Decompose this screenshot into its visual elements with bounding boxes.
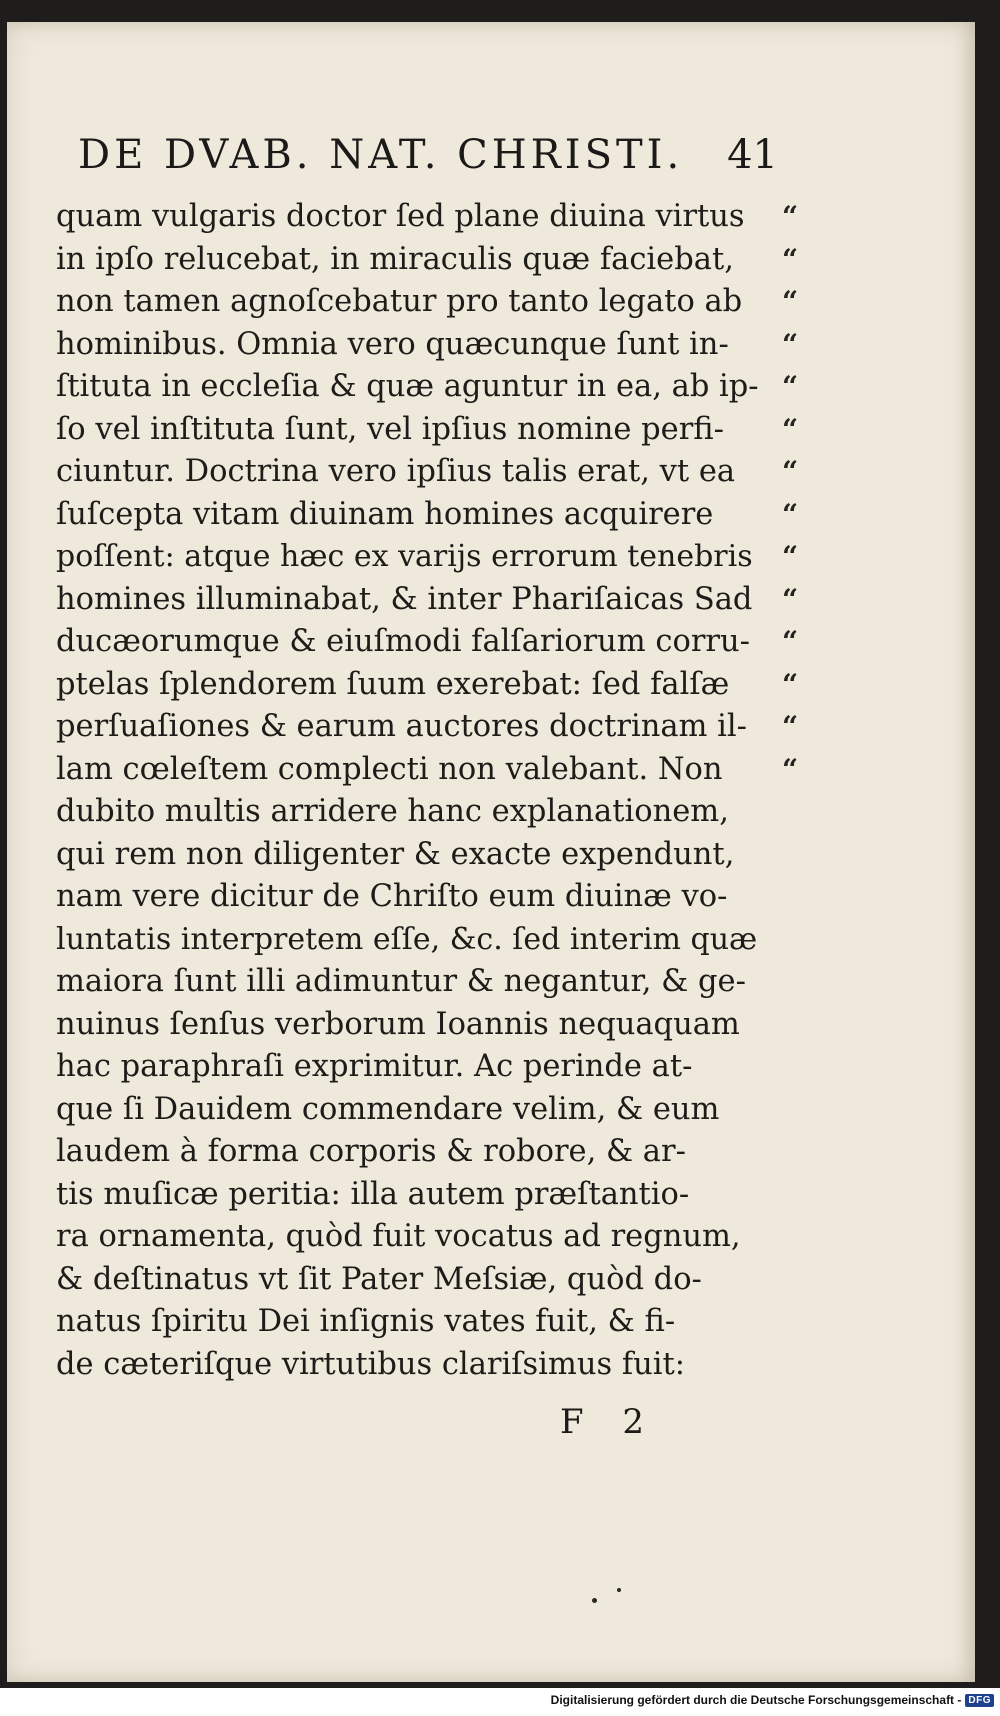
- margin-quote-mark: “: [781, 200, 799, 233]
- text-line: laudem à forma corporis & robore, & ar-: [56, 1134, 686, 1169]
- margin-quote-marks: [772, 196, 808, 791]
- text-line: homines illuminabat, & inter Phariſaicas Sad: [56, 581, 753, 617]
- text-line: nuinus ſenſus verborum Ioannis nequaquam: [56, 1006, 740, 1042]
- text-line: poſſent: atque hæc ex varijs errorum tenebris: [56, 539, 753, 574]
- main-text-block: [56, 196, 762, 1386]
- text-line: ptelas ſplendorem ſuum exerebat: ſed falſæ: [56, 666, 730, 702]
- text-line: qui rem non diligenter & exacte expendunt,: [56, 836, 735, 872]
- text-line: tis muſicæ peritia: illa autem præſtantio-: [56, 1176, 690, 1212]
- margin-quote-mark: “: [781, 242, 799, 276]
- text-line: ſuſcepta vitam diuinam homines acquirere: [56, 496, 714, 532]
- text-line: que ſi Dauidem commendare velim, & eum: [56, 1091, 720, 1127]
- credit-text: Digitalisierung gefördert durch die Deutsche Forschungsgemeinschaft -: [550, 1693, 962, 1707]
- text-line: ra ornamenta, quòd fuit vocatus ad regnum,: [56, 1219, 741, 1254]
- margin-quote-mark: “: [781, 667, 799, 701]
- margin-quote-mark: “: [781, 710, 799, 743]
- signature-mark: F 2: [560, 1402, 659, 1442]
- text-line: perſuaſiones & earum auctores doctrinam il-: [56, 709, 747, 744]
- margin-quote-mark: “: [781, 285, 799, 318]
- text-line: ciuntur. Doctrina vero ipſius talis erat, vt ea: [56, 454, 736, 489]
- text-line: de cæteriſque virtutibus clariſsimus fuit:: [56, 1346, 686, 1382]
- text-line: hominibus. Omnia vero quæcunque ſunt in-: [56, 326, 729, 362]
- margin-quote-mark: “: [781, 752, 799, 786]
- margin-quote-mark: “: [781, 625, 799, 658]
- margin-quote-mark: “: [781, 370, 799, 403]
- text-line: lam cœleſtem complecti non valebant. Non: [56, 751, 723, 787]
- digitization-credit: [551, 1693, 994, 1707]
- text-line: ſo vel inſtituta ſunt, vel ipſius nomine perfi-: [56, 411, 724, 447]
- running-head: [78, 132, 778, 178]
- text-line: nam vere dicitur de Chriſto eum diuinæ vo-: [56, 879, 728, 914]
- text-line: in ipſo relucebat, in miraculis quæ faciebat,: [56, 241, 734, 277]
- ink-speck: [617, 1588, 621, 1592]
- text-line: natus ſpiritu Dei inſignis vates fuit, & fi-: [56, 1304, 676, 1339]
- text-line: luntatis interpretem eſſe, &c. ſed interim quæ: [56, 921, 758, 957]
- text-line: non tamen agnoſcebatur pro tanto legato ab: [56, 284, 743, 319]
- margin-quote-mark: “: [781, 412, 799, 446]
- margin-quote-mark: “: [781, 540, 799, 573]
- text-line: ducæorumque & eiuſmodi falſariorum corru-: [56, 624, 750, 659]
- ink-speck: [592, 1598, 597, 1603]
- text-line: dubito multis arridere hanc explanationem,: [56, 794, 729, 829]
- text-line: quam vulgaris doctor ſed plane diuina virtus: [56, 199, 745, 234]
- text-line: hac paraphraſi exprimitur. Ac perinde at-: [56, 1049, 693, 1084]
- text-line: ſtituta in eccleſia & quæ aguntur in ea, ab ip-: [56, 369, 759, 404]
- text-line: maiora ſunt illi adimuntur & negantur, & ge-: [56, 964, 746, 999]
- text-line: & deſtinatus vt ſit Pater Meſsiæ, quòd do-: [56, 1261, 702, 1297]
- page-number: 41: [727, 132, 778, 178]
- dfg-logo: DFG: [965, 1694, 994, 1707]
- margin-quote-mark: “: [781, 327, 799, 361]
- running-title: DE DVAB. NAT. CHRISTI.: [78, 132, 684, 178]
- margin-quote-mark: “: [781, 497, 799, 531]
- margin-quote-mark: “: [781, 582, 799, 616]
- margin-quote-mark: “: [781, 455, 799, 488]
